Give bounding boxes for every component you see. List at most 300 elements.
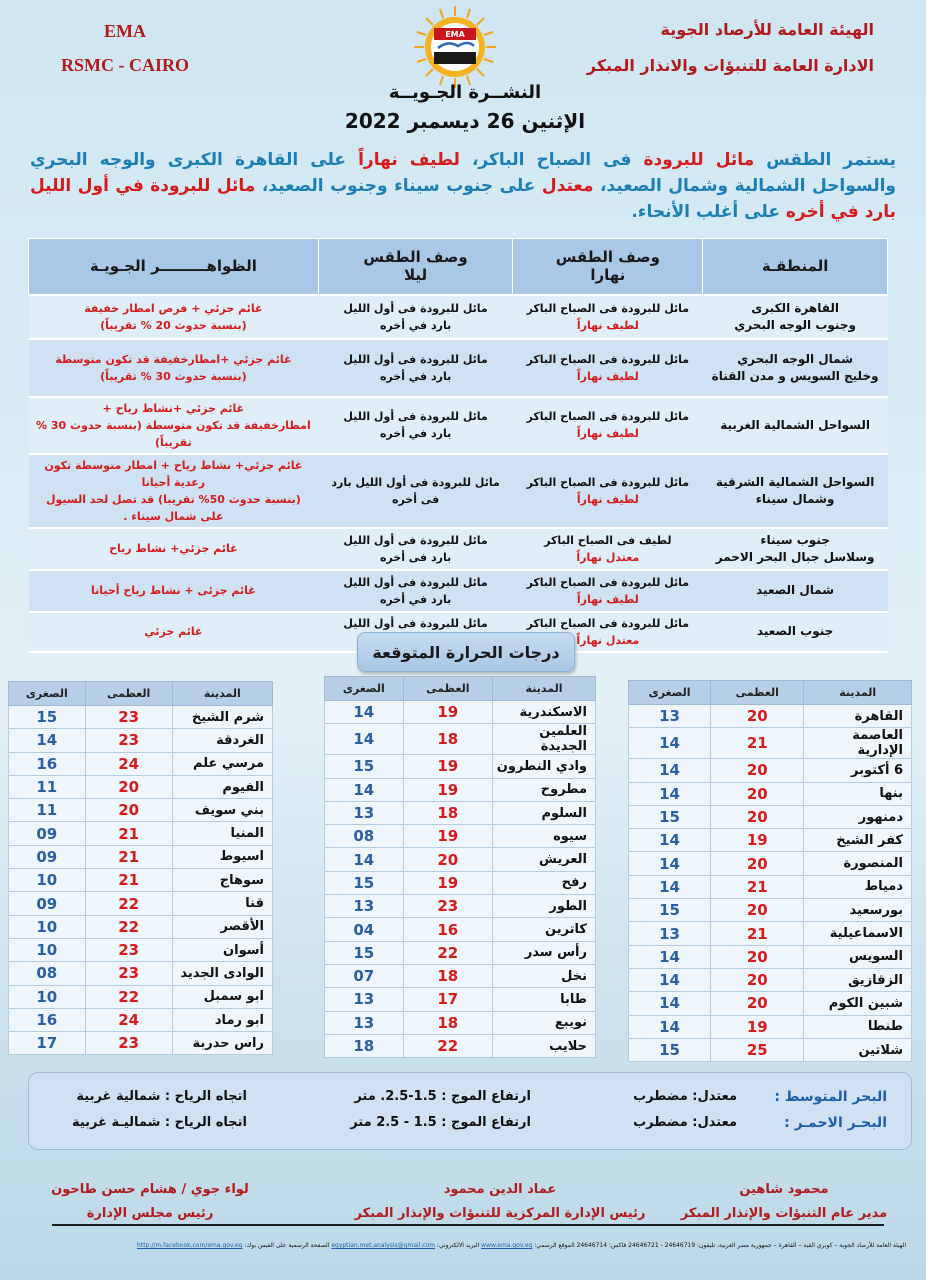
temp-max: 20 <box>85 775 172 798</box>
phenomena-cell <box>29 528 319 570</box>
day-cell-line: مائل للبرودة فى الصباح الباكر <box>526 575 690 589</box>
temp-min: 14 <box>629 728 711 759</box>
day-cell-line: معتدل نهاراً <box>576 633 640 647</box>
bulletin-date: الإثنين 26 ديسمبر 2022 <box>344 109 586 133</box>
sea-med-name: البحر المتوسط : <box>774 1089 887 1105</box>
weather-table <box>28 238 888 653</box>
sea-state-box <box>28 1072 912 1150</box>
temp-max: 19 <box>403 871 492 894</box>
temp-city: 6 أكتوبر <box>804 759 912 782</box>
temp-city: اسيوط <box>172 845 272 868</box>
col-night-l2: ليلا <box>404 266 428 285</box>
day-cell <box>513 454 703 528</box>
intro-part: فى الصباح الباكر، <box>459 150 644 170</box>
temp-min: 14 <box>629 992 711 1015</box>
footer-fb-label: الصفحة الرسمية على الفيس بوك: <box>242 1242 332 1249</box>
temp-max: 21 <box>711 922 804 945</box>
temp-max: 23 <box>85 706 172 729</box>
temp-row <box>9 915 273 938</box>
night-cell-line: مائل للبرودة فى أول الليل بارد <box>331 475 500 489</box>
org-name: الهيئة العامة للأرصاد الجوية <box>660 20 874 39</box>
temp-min: 18 <box>325 1034 404 1057</box>
temp-min: 13 <box>629 922 711 945</box>
temp-header-row <box>629 681 912 705</box>
night-cell-line: بارد في أخره <box>379 427 452 440</box>
day-cell-line: لطيف فى الصباح الباكر <box>544 533 672 547</box>
ema-label: EMA <box>104 21 146 41</box>
temp-min: 11 <box>9 799 86 822</box>
temp-max: 21 <box>85 845 172 868</box>
sea-red-wave: ارتفاع الموج : 1.5 - 2.5 متر <box>350 1115 531 1130</box>
temp-table-middle <box>324 676 596 1058</box>
sea-med-wave: ارتفاع الموج : 1.5-2.5. متر <box>354 1089 531 1104</box>
temp-row <box>629 922 912 945</box>
temp-min: 14 <box>629 1015 711 1038</box>
region-cell-line: السواحل الشمالية الشرقية <box>715 474 875 489</box>
temp-city: ابو سمبل <box>172 985 272 1008</box>
temp-city: قنا <box>172 892 272 915</box>
temp-max: 20 <box>711 705 804 728</box>
temp-min: 10 <box>9 985 86 1008</box>
phenomena-cell <box>29 612 319 652</box>
temp-min: 14 <box>9 729 86 752</box>
signature-3 <box>40 1178 260 1226</box>
temp-city: العريش <box>493 848 596 871</box>
temp-row <box>629 759 912 782</box>
footer-contact <box>20 1241 906 1251</box>
temp-max: 20 <box>711 782 804 805</box>
temp-city: نخل <box>493 964 596 987</box>
region-cell <box>703 528 888 570</box>
temp-city: المنيا <box>172 822 272 845</box>
sea-red-row <box>49 1111 887 1135</box>
temp-row <box>9 1032 273 1055</box>
temp-max: 19 <box>403 778 492 801</box>
temp-min: 15 <box>629 805 711 828</box>
temp-min: 09 <box>9 892 86 915</box>
day-cell <box>513 295 703 339</box>
temp-city: مرسي علم <box>172 752 272 775</box>
phenomena-cell <box>29 570 319 612</box>
temp-city: شلاتين <box>804 1038 912 1061</box>
temp-city: العاصمة الإدارية <box>804 728 912 759</box>
temp-city: السلوم <box>493 801 596 824</box>
temp-min: 09 <box>9 845 86 868</box>
phenomena-cell <box>29 397 319 454</box>
temp-city: دمنهور <box>804 805 912 828</box>
night-cell-line: بارد في أخره <box>379 592 452 606</box>
signature-2-position: رئيس الإدارة المركزية للتنبؤات والإنذار المبكر <box>354 1206 646 1221</box>
region-cell-line: وسلاسل جبال البحر الاحمر <box>715 549 875 564</box>
signature-3-position: رئيس مجلس الإدارة <box>86 1206 214 1221</box>
col-day-l1: وصف الطقس <box>555 248 660 267</box>
temp-col-max: العظمى <box>403 677 492 701</box>
temp-row <box>325 871 596 894</box>
temp-min: 04 <box>325 918 404 941</box>
temp-min: 13 <box>325 895 404 918</box>
temp-row <box>9 938 273 961</box>
temp-row <box>9 822 273 845</box>
temp-city: بنها <box>804 782 912 805</box>
temp-city: شرم الشيخ <box>172 706 272 729</box>
temp-min: 13 <box>325 988 404 1011</box>
day-cell-line: مائل للبرودة فى الصباح الباكر <box>526 475 690 489</box>
temp-max: 19 <box>711 829 804 852</box>
temp-row <box>325 941 596 964</box>
day-cell-line: لطيف نهاراً <box>576 427 639 440</box>
temp-row <box>9 845 273 868</box>
temp-max: 23 <box>85 729 172 752</box>
temp-col-max: العظمى <box>711 681 804 705</box>
phenomena-cell-line: غائم جزئي <box>144 625 203 638</box>
col-region: المنطقـة <box>703 239 888 295</box>
footer-email-label: البريد الالكتروني: <box>435 1242 482 1249</box>
day-cell-line: مائل للبرودة فى الصباح الباكر <box>526 410 690 423</box>
temp-city: رفح <box>493 871 596 894</box>
header-left <box>40 14 210 82</box>
region-cell <box>703 397 888 454</box>
temp-max: 18 <box>403 801 492 824</box>
night-cell <box>318 570 513 612</box>
phenomena-cell <box>29 454 319 528</box>
temp-city: القاهرة <box>804 705 912 728</box>
temp-city: أسوان <box>172 938 272 961</box>
footer-email-link[interactable]: egyptian.met.analysis@gmail.com <box>331 1242 436 1249</box>
intro-part: معتدل <box>541 176 594 196</box>
night-cell-line: مائل للبرودة فى أول الليل <box>343 616 488 630</box>
night-cell <box>318 528 513 570</box>
night-cell-line: بارد في أخره <box>379 318 452 332</box>
phenomena-cell <box>29 295 319 339</box>
phenomena-cell-line: غائم جزئي+ نشاط رياح + امطار متوسطة تكون رعدية أحيانا <box>44 458 303 489</box>
signature-1-name: محمود شاهين <box>739 1182 829 1197</box>
temp-city: ابو رماد <box>172 1008 272 1031</box>
header-right <box>574 12 874 84</box>
temp-row <box>9 729 273 752</box>
day-cell-line: مائل للبرودة فى الصباح الباكر <box>526 352 690 366</box>
temp-max: 21 <box>711 875 804 898</box>
signature-1 <box>664 1178 904 1226</box>
temp-city: الزقازيق <box>804 968 912 991</box>
temp-city: الاسكندرية <box>493 701 596 724</box>
temp-max: 23 <box>85 962 172 985</box>
region-cell-line: وشمال سيناء <box>755 491 835 506</box>
sea-med-wind: اتجاه الرياح : شمالية غربية <box>76 1089 247 1104</box>
footer-facebook-link[interactable]: http://m.facebook.com/ema.gov.eg <box>137 1242 243 1249</box>
temperature-section-title: درجات الحرارة المتوقعة <box>357 632 575 672</box>
phenomena-cell-line: غائم جزئي +امطارخفيفة قد تكون متوسطة <box>55 352 292 366</box>
temp-min: 14 <box>325 701 404 724</box>
night-cell-line: مائل للبرودة فى أول الليل <box>343 533 488 547</box>
temp-max: 25 <box>711 1038 804 1061</box>
day-cell-line: مائل للبرودة فى الصباح الباكر <box>526 616 690 630</box>
temp-row <box>629 992 912 1015</box>
temp-city: الغردقة <box>172 729 272 752</box>
intro-part: لطيف نهاراً <box>358 150 460 170</box>
temp-row <box>629 899 912 922</box>
day-cell-line: لطيف نهاراً <box>576 592 639 606</box>
temp-city: الوادى الجديد <box>172 962 272 985</box>
temp-max: 19 <box>403 701 492 724</box>
temp-city: طابا <box>493 988 596 1011</box>
temp-col-min: الصغرى <box>9 682 86 706</box>
intro-part: على أغلب الأنحاء. <box>631 202 786 222</box>
night-cell-line: مائل للبرودة فى أول الليل <box>343 410 488 423</box>
temp-max: 21 <box>85 869 172 892</box>
temp-max: 20 <box>711 805 804 828</box>
footer-site-link[interactable]: www.ema.gov.eg <box>481 1242 533 1249</box>
temp-max: 19 <box>711 1015 804 1038</box>
night-cell <box>318 339 513 397</box>
temp-row <box>629 945 912 968</box>
temp-max: 19 <box>403 825 492 848</box>
sea-red-wind: اتجاه الرياح : شماليـة غربية <box>71 1115 247 1130</box>
temp-city: دمياط <box>804 875 912 898</box>
temp-max: 18 <box>403 724 492 755</box>
temp-max: 24 <box>85 752 172 775</box>
region-cell <box>703 295 888 339</box>
temp-max: 22 <box>85 985 172 1008</box>
temp-min: 14 <box>629 875 711 898</box>
temp-max: 17 <box>403 988 492 1011</box>
temp-row <box>325 801 596 824</box>
intro-part: مائل للبرودة في أول الليل بارد في أخره <box>30 176 896 222</box>
temp-min: 17 <box>9 1032 86 1055</box>
ema-logo <box>412 4 498 90</box>
region-cell-line: جنوب سيناء <box>760 532 830 547</box>
temp-row <box>325 778 596 801</box>
temp-row <box>9 869 273 892</box>
region-cell-line: وجنوب الوجه البحري <box>734 317 856 332</box>
temp-row <box>629 1038 912 1061</box>
temp-min: 14 <box>629 759 711 782</box>
sea-red-name: البحـر الاحمـر : <box>784 1115 887 1131</box>
org-dept: الادارة العامة للتنبؤات والانذار المبكر <box>586 56 874 75</box>
temp-min: 13 <box>629 705 711 728</box>
temp-min: 11 <box>9 775 86 798</box>
day-cell <box>513 528 703 570</box>
phenomena-cell-line: امطارخفيفة قد تكون متوسطة (بنسبة حدوث 30 % تقريباً) <box>35 418 311 449</box>
signature-1-position: مدير عام التنبؤات والإنذار المبكر <box>680 1206 888 1221</box>
col-day-l2: نهارا <box>590 266 626 285</box>
temp-city: الاسماعيلية <box>804 922 912 945</box>
phenomena-cell-line: (بنسبة حدوث 30 % تقريباً) <box>100 369 247 383</box>
temp-min: 15 <box>325 755 404 778</box>
temp-min: 14 <box>629 782 711 805</box>
intro-part: على القاهرة الكبرى والوجه البحري والسواحل الشمالية وشمال الصعيد، <box>30 150 896 196</box>
temp-min: 14 <box>629 968 711 991</box>
temp-min: 08 <box>325 825 404 848</box>
temp-max: 20 <box>711 759 804 782</box>
temp-min: 15 <box>629 1038 711 1061</box>
temp-min: 15 <box>325 871 404 894</box>
temp-col-min: الصغرى <box>325 677 404 701</box>
signature-2-name: عماد الدين محمود <box>443 1182 557 1197</box>
temp-max: 22 <box>85 915 172 938</box>
region-cell <box>703 339 888 397</box>
temp-max: 22 <box>85 892 172 915</box>
temp-max: 21 <box>711 728 804 759</box>
region-cell <box>703 612 888 652</box>
temp-row <box>325 964 596 987</box>
phenomena-cell-line: غائم جزئي + فرص امطار خفيفة <box>84 301 263 315</box>
temp-col-city: المدينة <box>493 677 596 701</box>
temp-row <box>629 782 912 805</box>
night-cell-line: مائل للبرودة فى أول الليل <box>343 352 488 366</box>
temp-col-city: المدينة <box>172 682 272 706</box>
temp-max: 21 <box>85 822 172 845</box>
temp-row <box>629 705 912 728</box>
temp-min: 07 <box>325 964 404 987</box>
temp-min: 14 <box>629 852 711 875</box>
weather-row <box>29 528 888 570</box>
signature-3-name: لواء جوي / هشام حسن طاحون <box>51 1182 249 1197</box>
temp-city: رأس سدر <box>493 941 596 964</box>
night-cell <box>318 397 513 454</box>
night-cell-line: فى أخره <box>391 492 440 506</box>
temp-city: العلمين الجديدة <box>493 724 596 755</box>
rsmc-label: RSMC - CAIRO <box>61 55 189 75</box>
temp-row <box>629 852 912 875</box>
phenomena-cell <box>29 339 319 397</box>
temp-row <box>9 962 273 985</box>
temp-row <box>325 825 596 848</box>
temp-city: نويبع <box>493 1011 596 1034</box>
temp-min: 10 <box>9 915 86 938</box>
temp-city: راس حدربة <box>172 1032 272 1055</box>
phenomena-cell-line: غائم جزئى + نشاط رياح أحيانا <box>90 584 256 597</box>
temp-row <box>9 892 273 915</box>
temp-row <box>629 805 912 828</box>
col-night <box>318 239 513 295</box>
temp-min: 16 <box>9 752 86 775</box>
temp-min: 16 <box>9 1008 86 1031</box>
phenomena-cell-line: (بنسبة حدوث 20 % تقريباً) <box>100 318 247 332</box>
temp-city: وادي النطرون <box>493 755 596 778</box>
temp-city: سوهاج <box>172 869 272 892</box>
temp-col-max: العظمى <box>85 682 172 706</box>
temp-max: 18 <box>403 964 492 987</box>
temp-city: الطور <box>493 895 596 918</box>
weather-row <box>29 339 888 397</box>
temp-row <box>629 968 912 991</box>
night-cell <box>318 454 513 528</box>
temp-min: 14 <box>325 778 404 801</box>
sea-red-state: معتدل: مضطرب <box>633 1115 737 1130</box>
night-cell-line: بارد في أخره <box>379 369 452 383</box>
temp-max: 20 <box>711 945 804 968</box>
intro-paragraph <box>30 147 896 225</box>
region-cell <box>703 570 888 612</box>
temp-max: 20 <box>711 992 804 1015</box>
temp-city: المنصورة <box>804 852 912 875</box>
temp-max: 20 <box>711 899 804 922</box>
temp-max: 20 <box>85 799 172 822</box>
temp-city: حلايب <box>493 1034 596 1057</box>
temp-city: طنطا <box>804 1015 912 1038</box>
day-cell-line: لطيف نهاراً <box>576 492 639 506</box>
temp-col-min: الصغرى <box>629 681 711 705</box>
temp-header-row <box>325 677 596 701</box>
footer-divider <box>52 1224 884 1226</box>
temp-min: 14 <box>629 829 711 852</box>
temp-city: بني سويف <box>172 799 272 822</box>
temp-row <box>9 775 273 798</box>
temp-city: السويس <box>804 945 912 968</box>
temp-row <box>9 1008 273 1031</box>
region-cell-line: القاهرة الكبرى <box>751 300 839 315</box>
day-cell <box>513 397 703 454</box>
temp-row <box>9 752 273 775</box>
temp-min: 15 <box>9 706 86 729</box>
night-cell-line: بارد فى أخره <box>379 550 452 564</box>
night-cell-line: مائل للبرودة فى أول الليل <box>343 575 488 589</box>
footer-address: الهيئة العامة للأرصاد الجوية – كوبري القبة – القاهرة – جمهورية مصر العربية، تليفون: 24646719 - 24646721 فاكس: 24646714 الموقع الرسمي: <box>534 1242 906 1249</box>
temp-table-right <box>628 680 912 1062</box>
temp-row <box>9 799 273 822</box>
phenomena-cell-line: غائم جزئي +نشاط رياح + <box>102 401 245 415</box>
temp-max: 24 <box>85 1008 172 1031</box>
intro-part: مائل للبرودة <box>643 150 755 170</box>
temp-min: 13 <box>325 801 404 824</box>
temp-max: 18 <box>403 1011 492 1034</box>
weather-row <box>29 397 888 454</box>
temp-table-left <box>8 681 273 1055</box>
temp-row <box>629 829 912 852</box>
phenomena-cell-line: غائم جزئي+ نشاط رياح <box>109 542 238 555</box>
region-cell-line: السواحل الشمالية الغربية <box>720 417 870 432</box>
temp-header-row <box>9 682 273 706</box>
night-cell <box>318 295 513 339</box>
temp-max: 22 <box>403 1034 492 1057</box>
temp-row <box>325 724 596 755</box>
temp-min: 15 <box>325 941 404 964</box>
intro-part: على جنوب سيناء وجنوب الصعيد، <box>255 176 542 196</box>
day-cell-line: معتدل نهاراً <box>576 550 640 564</box>
temp-row <box>325 701 596 724</box>
weather-row <box>29 570 888 612</box>
sea-med-row <box>49 1085 887 1109</box>
temp-row <box>325 918 596 941</box>
temp-row <box>325 755 596 778</box>
region-cell-line: شمال الصعيد <box>756 583 835 597</box>
weather-table-header <box>29 239 888 295</box>
col-day <box>513 239 703 295</box>
temp-min: 13 <box>325 1011 404 1034</box>
sea-med-state: معتدل: مضطرب <box>633 1089 737 1104</box>
temp-city: سيوه <box>493 825 596 848</box>
temp-row <box>9 706 273 729</box>
temp-min: 10 <box>9 938 86 961</box>
temp-city: الفيوم <box>172 775 272 798</box>
region-cell-line: شمال الوجه البحري <box>737 351 854 366</box>
temp-city: مطروح <box>493 778 596 801</box>
day-cell-line: لطيف نهاراً <box>576 369 639 383</box>
night-cell-line: مائل للبرودة فى أول الليل <box>343 301 488 315</box>
temp-row <box>629 1015 912 1038</box>
temp-max: 22 <box>403 941 492 964</box>
region-cell-line: جنوب الصعيد <box>756 624 834 638</box>
temp-row <box>9 985 273 1008</box>
temp-max: 23 <box>403 895 492 918</box>
temp-min: 14 <box>629 945 711 968</box>
bulletin-title <box>300 80 630 136</box>
temp-max: 20 <box>711 852 804 875</box>
weather-row <box>29 454 888 528</box>
temp-row <box>325 848 596 871</box>
signature-2 <box>340 1178 660 1226</box>
temp-row <box>325 1011 596 1034</box>
